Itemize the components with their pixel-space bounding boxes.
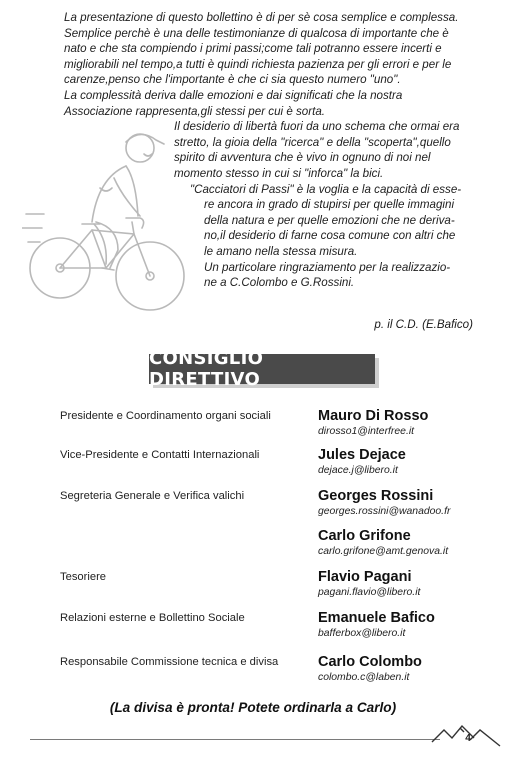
member-email[interactable]: colombo.c@laben.it [318,672,410,683]
member-contact [318,447,406,476]
intro-line: ne a C.Colombo e G.Rossini. [204,276,355,290]
member-contact [318,528,448,557]
intro-line: Il desiderio di libertà fuori da uno schema che ormai era [174,120,460,134]
intro-line: Associazione rappresenta,gli stessi per cui è sorta. [64,104,325,118]
intro-line: spirito di avventura che è vivo in ognuno di noi nel [174,151,431,165]
intro-line: Un particolare ringraziamento per la realizzazio- [204,260,451,274]
signature: p. il C.D. (E.Bafico) [374,318,473,331]
member-name: Mauro Di Rosso [318,408,429,424]
intro-line: nato e che sta compiendo i primi passi;come tali potranno essere incerti e [64,42,442,56]
section-title: CONSIGLIO DIRETTIVO [149,354,375,384]
member-contact [318,569,420,598]
intro-line: migliorabili nel tempo,a tutti è quindi richiesta pazienza per gli errori e per le [64,57,452,71]
intro-line: carenze,penso che l'importante è che ci sia questo numero "uno". [64,73,401,87]
intro-line: le amano nella stessa misura. [204,244,358,258]
member-contact [318,408,428,437]
member-name: Jules Dejace [318,447,406,463]
member-name: Carlo Grifone [318,528,411,544]
page-number: 4 [465,733,471,744]
intro-line: La presentazione di questo bollettino è di per sè cosa semplice e complessa. [64,11,459,24]
member-role: Vice-Presidente e Contatti Internazionali [60,449,260,461]
intro-line: re ancora in grado di stupirsi per quelle immagini [204,198,455,212]
intro-line: della natura e per quelle emozioni che ne deriva- [204,213,455,227]
member-contact [318,610,435,639]
member-email[interactable]: bafferbox@libero.it [318,628,406,639]
member-name: Emanuele Bafico [318,610,435,626]
member-contact [318,654,422,683]
member-role: Segreteria Generale e Verifica valichi [60,490,245,502]
footer-divider [30,739,440,740]
member-email[interactable]: pagani.flavio@libero.it [318,587,421,598]
member-name: Georges Rossini [318,488,434,504]
intro-text [64,10,484,291]
member-email[interactable]: dirosso1@interfree.it [318,426,415,437]
intro-line: momento stesso in cui si "inforca" la bici. [174,166,384,180]
member-contact [318,488,450,517]
intro-line: Semplice perchè è una delle testimonianze di qualcosa di importante che è [64,26,449,40]
intro-line: La complessità deriva dalle emozioni e dai significati che la nostra [64,88,403,102]
member-email[interactable]: georges.rossini@wanadoo.fr [318,506,451,517]
member-role: Responsabile Commissione tecnica e divisa [60,656,279,668]
uniform-notice: (La divisa è pronta! Potete ordinarla a Carlo) [109,700,397,715]
member-role: Presidente e Coordinamento organi sociali [60,410,271,422]
intro-line: stretto, la gioia della "ricerca" e della "scoperta",quello [174,135,451,149]
intro-line: "Cacciatori di Passi" è la voglia e la capacità di esse- [190,182,462,196]
member-email[interactable]: dejace.j@libero.it [318,465,398,476]
member-role: Relazioni esterne e Bollettino Sociale [60,612,245,624]
member-email[interactable]: carlo.grifone@amt.genova.it [318,546,449,557]
member-name: Carlo Colombo [318,654,422,670]
member-role: Tesoriere [60,571,107,583]
member-name: Flavio Pagani [318,569,412,585]
intro-line: no,il desiderio di farne cosa comune con altri che [204,229,456,243]
